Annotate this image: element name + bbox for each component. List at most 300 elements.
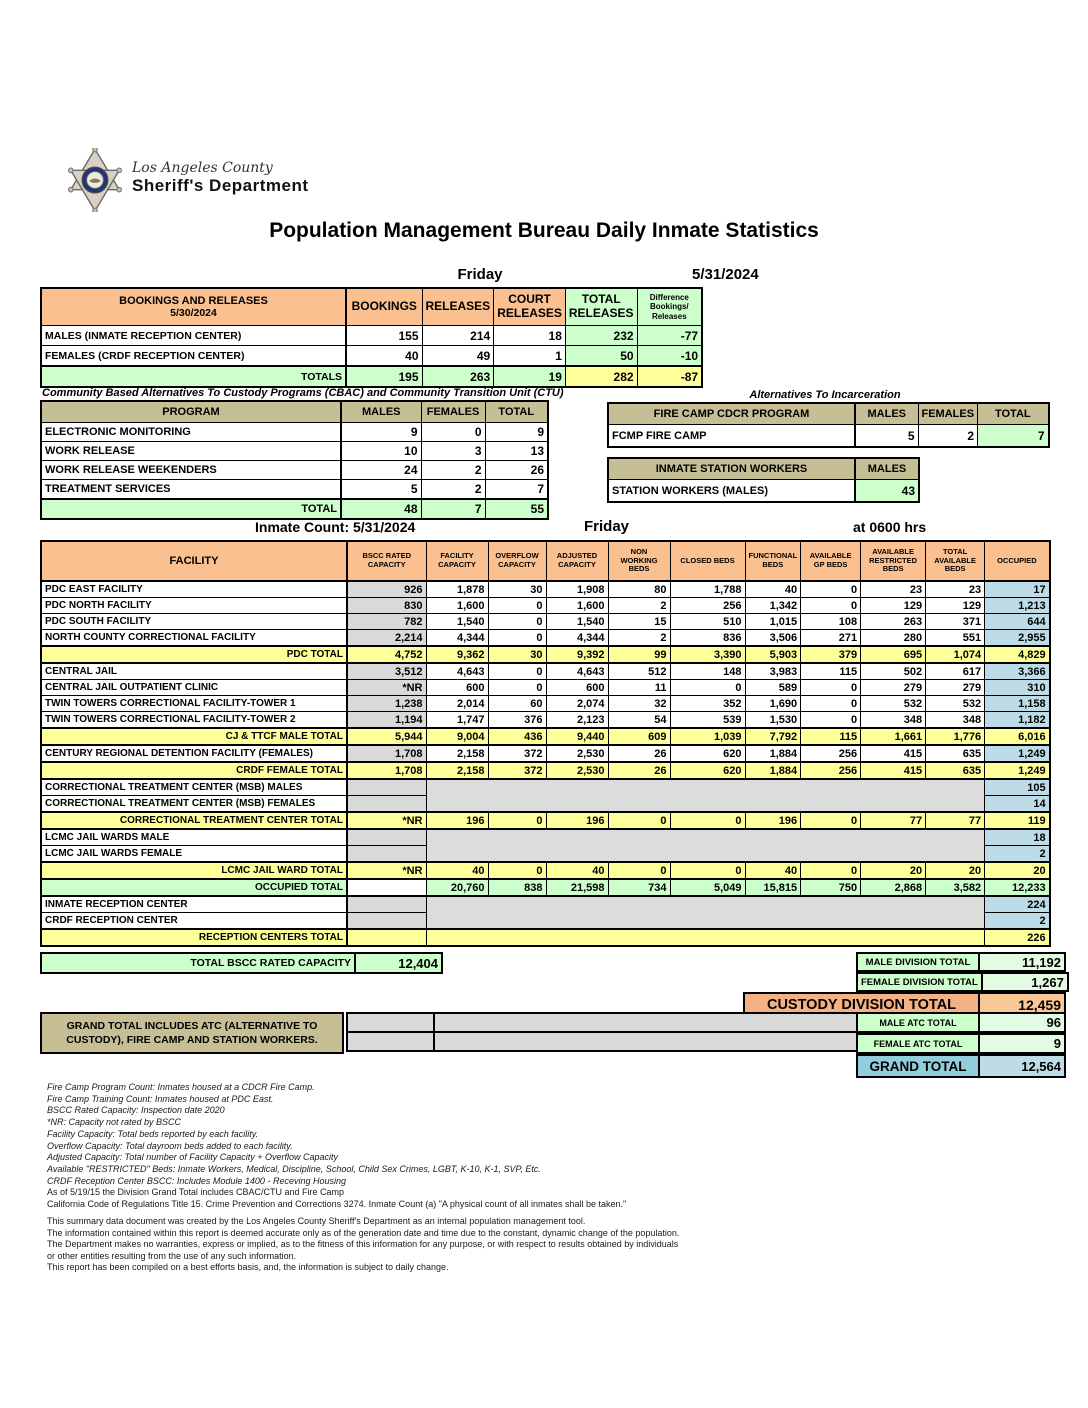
value-cell: 15 (608, 614, 670, 630)
row-label: MALES (INMATE RECEPTION CENTER) (41, 326, 346, 346)
footnote-line: CRDF Reception Center BSCC: Includes Module 1400 - Receving Housing (47, 1175, 346, 1186)
value-cell: 0 (670, 680, 745, 696)
value-cell: 1 (494, 346, 566, 367)
column-header: Difference Bookings/ Releases (637, 288, 702, 326)
value-cell: 99 (608, 646, 670, 663)
value-cell: 1,039 (670, 728, 745, 745)
value-cell: 0 (608, 862, 670, 879)
value-cell: 0 (801, 812, 861, 829)
value-cell: 26 (608, 745, 670, 762)
value-cell: 155 (346, 326, 422, 346)
column-header: COURT RELEASES (494, 288, 566, 326)
value-cell: 436 (488, 728, 546, 745)
empty-cell (347, 1013, 434, 1032)
column-header: CLOSED BEDS (670, 541, 745, 581)
value-cell: 1,788 (670, 581, 745, 598)
value-cell: 0 (488, 812, 546, 829)
facility-label: PDC TOTAL (41, 646, 347, 663)
value-cell: 48 (341, 499, 421, 519)
empty-cell (347, 829, 426, 846)
table-row (347, 1032, 873, 1051)
value-cell: 4,344 (546, 630, 608, 647)
row-label: STATION WORKERS (MALES) (608, 480, 855, 503)
empty-cell (347, 896, 426, 913)
value-cell: 379 (801, 646, 861, 663)
facility-label: TWIN TOWERS CORRECTIONAL FACILITY-TOWER 2 (41, 712, 347, 729)
footnote-line: Available "RESTRICTED" Beds: Inmate Workers, Medical, Discipline, School, Child Sex Crimes, LGBT, K-10, K-1, SVP, Etc. (47, 1163, 541, 1174)
value-cell: 539 (670, 712, 745, 729)
value-cell: 695 (861, 646, 926, 663)
total-bscc-row (40, 952, 443, 974)
column-header: BSCC RATED CAPACITY (347, 541, 426, 581)
thead (41, 401, 548, 423)
empty-cell (347, 913, 426, 930)
value-cell: 0 (488, 663, 546, 680)
totals-label: TOTALS (41, 366, 346, 387)
value-cell: 512 (608, 663, 670, 680)
tbody (41, 581, 1050, 946)
column-header: NON WORKING BEDS (608, 541, 670, 581)
value-cell: 40 (426, 862, 488, 879)
value-cell: 23 (861, 581, 926, 598)
value-cell: 532 (861, 696, 926, 712)
column-header: BOOKINGS (346, 288, 422, 326)
fire-camp-table (607, 402, 1050, 448)
value-cell: 5 (855, 425, 918, 448)
grand-total-value: 12,564 (979, 1055, 1065, 1077)
value-cell: 0 (801, 581, 861, 598)
value-cell: 2,158 (426, 745, 488, 762)
value-cell: 926 (347, 581, 426, 598)
value-cell: 108 (801, 614, 861, 630)
value-cell: 279 (861, 680, 926, 696)
empty-cell (434, 1032, 873, 1051)
empty-cell (347, 846, 426, 863)
value-cell: 1,878 (426, 581, 488, 598)
grand-total-empty-cells (346, 1012, 874, 1052)
disclaimer-line: or other entities resulting from the use of any such information. (47, 1250, 297, 1261)
female-atc-label: FEMALE ATC TOTAL (857, 1034, 979, 1053)
value-cell: 196 (745, 812, 801, 829)
value-cell: 40 (346, 346, 422, 367)
cbac-total-row (41, 499, 548, 519)
facility-label: LCMC JAIL WARDS MALE (41, 829, 347, 846)
fire-camp-table-el (607, 402, 1050, 448)
column-header: ADJUSTED CAPACITY (546, 541, 608, 581)
facility-label: CORRECTIONAL TREATMENT CENTER (MSB) MALES (41, 779, 347, 796)
value-cell: 2,158 (426, 762, 488, 779)
value-cell: 1,908 (546, 581, 608, 598)
value-cell: -87 (637, 366, 702, 387)
footnote-line: Fire Camp Training Count: Inmates housed at PDC East. (47, 1093, 274, 1104)
inmate-count-label: Inmate Count: 5/31/2024 (255, 519, 416, 535)
value-cell: 2 (608, 630, 670, 647)
station-workers-table-el (607, 457, 920, 503)
facility-table (40, 540, 1051, 947)
value-cell: 0 (801, 696, 861, 712)
male-atc-label: MALE ATC TOTAL (857, 1013, 979, 1032)
value-cell: 1,342 (745, 598, 801, 614)
column-header: INMATE STATION WORKERS (608, 458, 855, 480)
facility-label: CENTRAL JAIL (41, 663, 347, 680)
value-cell: 4,344 (426, 630, 488, 647)
cbac-table-el (40, 400, 549, 520)
value-cell: 50 (565, 346, 637, 367)
male-atc-total-row (856, 1012, 1066, 1033)
row-label: FEMALES (CRDF RECEPTION CENTER) (41, 346, 346, 367)
value-cell: 782 (347, 614, 426, 630)
footnote-line: *NR: Capacity not rated by BSCC (47, 1117, 182, 1128)
value-cell: 0 (488, 862, 546, 879)
facility-label: PDC SOUTH FACILITY (41, 614, 347, 630)
table-row (857, 1013, 1065, 1032)
value-cell: 60 (488, 696, 546, 712)
value-cell: 12,233 (985, 879, 1050, 896)
merged-empty-cell (426, 929, 985, 946)
column-header: RELEASES (422, 288, 494, 326)
value-cell: 1,249 (985, 762, 1050, 779)
value-cell: 9,440 (546, 728, 608, 745)
value-cell: 1,747 (426, 712, 488, 729)
column-header: OCCUPIED (985, 541, 1050, 581)
tbody (41, 326, 702, 388)
value-cell: 232 (565, 326, 637, 346)
merged-empty-cell (426, 779, 985, 812)
male-atc-value: 96 (979, 1013, 1065, 1032)
report-day: Friday (457, 266, 503, 283)
station-workers-table (607, 457, 920, 503)
grand-total-note-line2: CUSTODY), FIRE CAMP AND STATION WORKERS. (66, 1034, 318, 1046)
merged-empty-cell (426, 896, 985, 929)
empty-cell (347, 929, 426, 946)
male-division-value: 11,192 (979, 953, 1065, 971)
facility-row (41, 929, 1050, 946)
column-header: FACILITY (41, 541, 347, 581)
value-cell: 2,214 (347, 630, 426, 647)
facility-row (41, 630, 1050, 647)
sheriff-star-icon (66, 148, 124, 212)
value-cell: 3,366 (985, 663, 1050, 680)
facility-row (41, 663, 1050, 680)
row-label: TREATMENT SERVICES (41, 480, 341, 500)
value-cell: 18 (494, 326, 566, 346)
value-cell: 600 (546, 680, 608, 696)
value-cell: -10 (637, 346, 702, 367)
facility-table-el (40, 540, 1051, 947)
table-row (347, 1013, 873, 1032)
value-cell: 2,868 (861, 879, 926, 896)
cbac-title: Community Based Alternatives To Custody Programs (CBAC) and Community Transition Unit (CTU) (42, 387, 564, 399)
table-row (857, 953, 1065, 971)
column-header: AVAILABLE RESTRICTED BEDS (861, 541, 926, 581)
bookings-header-title (41, 288, 346, 326)
facility-row (41, 696, 1050, 712)
footnote-line: Adjusted Capacity: Total number of Facility Capacity + Overflow Capacity (47, 1152, 339, 1163)
value-cell: 0 (801, 680, 861, 696)
facility-label: CENTRAL JAIL OUTPATIENT CLINIC (41, 680, 347, 696)
table-row (857, 973, 1068, 991)
value-cell: 2 (421, 461, 485, 480)
value-cell: 9 (341, 423, 421, 442)
value-cell: 20 (985, 862, 1050, 879)
value-cell: 5,944 (347, 728, 426, 745)
value-cell: 26 (485, 461, 548, 480)
tbody (41, 423, 548, 520)
column-header: TOTAL AVAILABLE BEDS (926, 541, 985, 581)
value-cell: 26 (608, 762, 670, 779)
facility-label: LCMC JAIL WARD TOTAL (41, 862, 347, 879)
footnote-line: Fire Camp Program Count: Inmates housed at a CDCR Fire Camp. (47, 1082, 315, 1092)
facility-label: PDC NORTH FACILITY (41, 598, 347, 614)
value-cell: 17 (985, 581, 1050, 598)
value-cell: 30 (488, 646, 546, 663)
empty-cell (434, 1013, 873, 1032)
value-cell: 2 (608, 598, 670, 614)
value-cell: 280 (861, 630, 926, 647)
value-cell: 7 (421, 499, 485, 519)
value-cell: 348 (861, 712, 926, 729)
value-cell: 1,708 (347, 745, 426, 762)
value-cell: *NR (347, 680, 426, 696)
value-cell: 609 (608, 728, 670, 745)
value-cell: 2,530 (546, 745, 608, 762)
bookings-totals-row (41, 366, 702, 387)
value-cell: 750 (801, 879, 861, 896)
female-division-value: 1,267 (982, 973, 1068, 991)
facility-row (41, 829, 1050, 846)
cbac-row (41, 461, 548, 480)
inmate-count-time: at 0600 hrs (853, 519, 927, 535)
column-header: MALES (855, 403, 918, 425)
footnote-line: Facility Capacity: Total beds reported by each facility. (47, 1128, 259, 1139)
totals-label: TOTAL (41, 499, 341, 519)
value-cell: 195 (346, 366, 422, 387)
column-header: FACILITY CAPACITY (426, 541, 488, 581)
value-cell: 49 (422, 346, 494, 367)
thead (608, 458, 919, 480)
value-cell: 600 (426, 680, 488, 696)
merged-empty-cell (426, 829, 985, 862)
disclaimer-line: The information contained within this report is deemed accurate only as of the generation date and time due to the constant, dynamic change of the population. (47, 1227, 680, 1238)
grand-total-note-line1: GRAND TOTAL INCLUDES ATC (ALTERNATIVE TO (66, 1019, 318, 1032)
value-cell: 1,530 (745, 712, 801, 729)
value-cell: 2,123 (546, 712, 608, 729)
value-cell: 1,884 (745, 745, 801, 762)
station-workers-row (608, 480, 919, 503)
value-cell: 1,158 (985, 696, 1050, 712)
facility-row (41, 646, 1050, 663)
value-cell: 1,884 (745, 762, 801, 779)
value-cell: 54 (608, 712, 670, 729)
column-header: MALES (855, 458, 919, 480)
value-cell: 0 (488, 614, 546, 630)
footnote-line: California Code of Regulations Title 15. Crime Prevention and Corrections 3274. Inmate Count (a) "A physical count of all inmates shall be taken." (47, 1199, 627, 1210)
footnotes (47, 1082, 626, 1211)
value-cell: 371 (926, 614, 985, 630)
male-division-total-row (856, 952, 1066, 972)
logo-text (132, 160, 309, 196)
value-cell: 1,600 (426, 598, 488, 614)
value-cell: 372 (488, 762, 546, 779)
value-cell: 1,249 (985, 745, 1050, 762)
bookings-table (40, 287, 703, 388)
value-cell: 282 (565, 366, 637, 387)
tbody (608, 480, 919, 503)
disclaimer-line: This summary data document was created by the Los Angeles County Sheriff's Department as an internal population management tool. (47, 1216, 586, 1226)
bookings-table-el (40, 287, 703, 388)
value-cell: 1,074 (926, 646, 985, 663)
value-cell: 1,015 (745, 614, 801, 630)
value-cell: 348 (926, 712, 985, 729)
row-label: ELECTRONIC MONITORING (41, 423, 341, 442)
value-cell: 620 (670, 745, 745, 762)
facility-label: CRDF FEMALE TOTAL (41, 762, 347, 779)
value-cell: 4,643 (426, 663, 488, 680)
value-cell: 3,506 (745, 630, 801, 647)
facility-row (41, 680, 1050, 696)
value-cell: 1,194 (347, 712, 426, 729)
header-row (41, 288, 702, 326)
bookings-row (41, 326, 702, 346)
facility-label: TWIN TOWERS CORRECTIONAL FACILITY-TOWER 1 (41, 696, 347, 712)
header-row (41, 401, 548, 423)
facility-label: LCMC JAIL WARDS FEMALE (41, 846, 347, 863)
value-cell: 4,643 (546, 663, 608, 680)
occupied-cell: 226 (985, 929, 1050, 946)
value-cell: 15,815 (745, 879, 801, 896)
value-cell: 9,362 (426, 646, 488, 663)
value-cell: 2,074 (546, 696, 608, 712)
occupied-cell: 105 (985, 779, 1050, 796)
footnote-line: As of 5/19/15 the Division Grand Total includes CBAC/CTU and Fire Camp (47, 1187, 344, 1198)
occupied-cell: 224 (985, 896, 1050, 913)
value-cell: 1,661 (861, 728, 926, 745)
value-cell (347, 879, 426, 896)
facility-row (41, 779, 1050, 796)
column-header: FIRE CAMP CDCR PROGRAM (608, 403, 855, 425)
female-atc-total-row (856, 1033, 1066, 1054)
logo (66, 148, 309, 212)
value-cell: 263 (422, 366, 494, 387)
value-cell: 415 (861, 745, 926, 762)
report-date: 5/31/2024 (692, 266, 759, 283)
thead (41, 288, 702, 326)
row-label: FCMP FIRE CAMP (608, 425, 855, 448)
value-cell: 1,690 (745, 696, 801, 712)
value-cell: 838 (488, 879, 546, 896)
value-cell: 0 (488, 598, 546, 614)
grand-total-row (856, 1054, 1066, 1078)
value-cell: 635 (926, 745, 985, 762)
value-cell: 2,530 (546, 762, 608, 779)
value-cell: 617 (926, 663, 985, 680)
value-cell: 256 (801, 745, 861, 762)
column-header: TOTAL (978, 403, 1049, 425)
empty-cell (347, 1032, 434, 1051)
value-cell: 263 (861, 614, 926, 630)
column-header: FUNCTIONAL BEDS (745, 541, 801, 581)
occupied-cell: 14 (985, 796, 1050, 813)
value-cell: 3,983 (745, 663, 801, 680)
empty-cell (347, 779, 426, 796)
facility-row (41, 896, 1050, 913)
value-cell: 0 (421, 423, 485, 442)
value-cell: 2 (918, 425, 978, 448)
value-cell: 830 (347, 598, 426, 614)
facility-row (41, 762, 1050, 779)
value-cell: 510 (670, 614, 745, 630)
cbac-table (40, 400, 549, 520)
empty-cell (347, 796, 426, 813)
value-cell: 55 (485, 499, 548, 519)
value-cell: 1,708 (347, 762, 426, 779)
custody-division-label: CUSTODY DIVISION TOTAL (744, 993, 979, 1017)
value-cell: 2 (421, 480, 485, 500)
footnote-line: BSCC Rated Capacity: Inspection date 2020 (47, 1105, 225, 1116)
value-cell: 310 (985, 680, 1050, 696)
value-cell: 0 (608, 812, 670, 829)
value-cell: 620 (670, 762, 745, 779)
occupied-cell: 18 (985, 829, 1050, 846)
table-row (857, 1055, 1065, 1077)
value-cell: 3,582 (926, 879, 985, 896)
value-cell: 11 (608, 680, 670, 696)
value-cell: 372 (488, 745, 546, 762)
value-cell: 3,390 (670, 646, 745, 663)
female-division-total-row (856, 972, 1069, 992)
value-cell: 30 (488, 581, 546, 598)
value-cell: 644 (985, 614, 1050, 630)
column-header: AVAILABLE GP BEDS (801, 541, 861, 581)
cbac-row (41, 480, 548, 500)
row-label: WORK RELEASE WEEKENDERS (41, 461, 341, 480)
value-cell: 6,016 (985, 728, 1050, 745)
value-cell: 3,512 (347, 663, 426, 680)
value-cell: 5,903 (745, 646, 801, 663)
facility-row (41, 598, 1050, 614)
facility-label: CORRECTIONAL TREATMENT CENTER TOTAL (41, 812, 347, 829)
value-cell: 4,829 (985, 646, 1050, 663)
value-cell: 7,792 (745, 728, 801, 745)
value-cell: 20 (926, 862, 985, 879)
bookings-header-date: 5/30/2024 (170, 307, 217, 319)
facility-label: INMATE RECEPTION CENTER (41, 896, 347, 913)
facility-label: RECEPTION CENTERS TOTAL (41, 929, 347, 946)
value-cell: 9,004 (426, 728, 488, 745)
value-cell: 271 (801, 630, 861, 647)
value-cell: 24 (341, 461, 421, 480)
occupied-cell: 2 (985, 846, 1050, 863)
value-cell: 256 (801, 762, 861, 779)
facility-label: CENTURY REGIONAL DETENTION FACILITY (FEMALES) (41, 745, 347, 762)
disclaimer-line: The Department makes no warranties, express or implied, as to the fitness of this information for any purpose, or with respect to results obtained by individuals (47, 1239, 679, 1250)
value-cell: 5,049 (670, 879, 745, 896)
value-cell: -77 (637, 326, 702, 346)
grand-total-label: GRAND TOTAL (857, 1055, 979, 1077)
facility-label: NORTH COUNTY CORRECTIONAL FACILITY (41, 630, 347, 647)
value-cell: 115 (801, 663, 861, 680)
facility-row (41, 712, 1050, 729)
column-header: OVERFLOW CAPACITY (488, 541, 546, 581)
facility-row (41, 745, 1050, 762)
value-cell: 589 (745, 680, 801, 696)
value-cell: 77 (861, 812, 926, 829)
header-row (41, 541, 1050, 581)
value-cell: 32 (608, 696, 670, 712)
header-row (608, 403, 1049, 425)
value-cell: 9 (485, 423, 548, 442)
value-cell: 196 (426, 812, 488, 829)
